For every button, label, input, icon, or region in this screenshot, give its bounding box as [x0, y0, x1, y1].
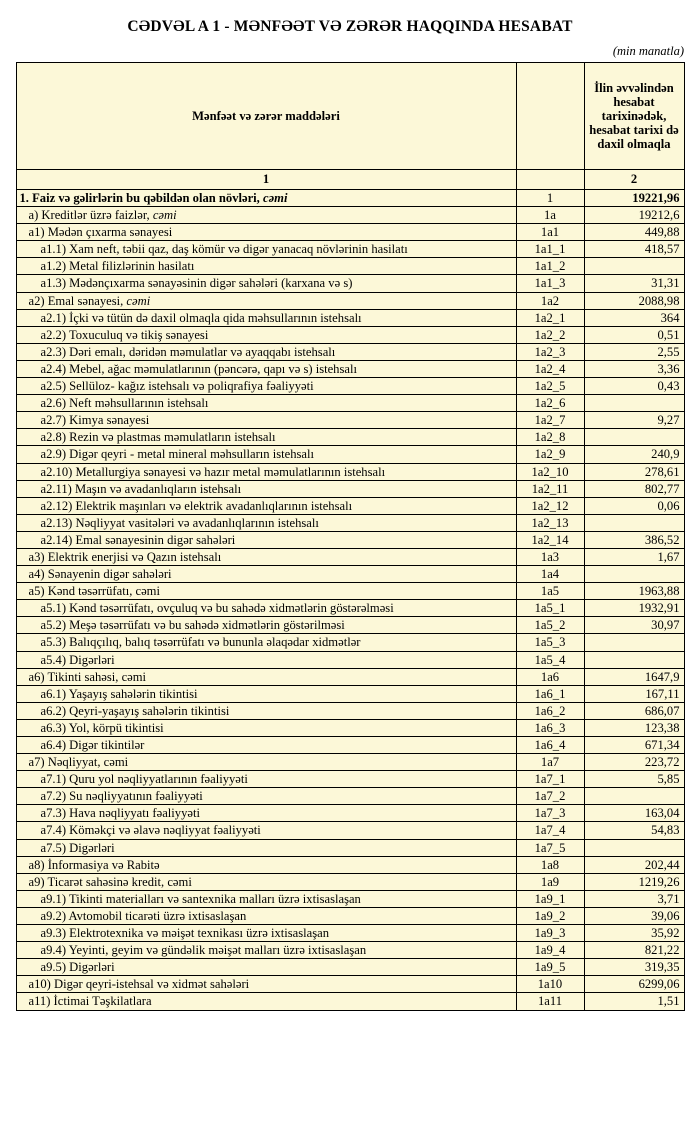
row-code: 1a1 [516, 224, 584, 241]
table-row [16, 993, 684, 1010]
row-code: 1a4 [516, 566, 584, 583]
row-code: 1a6_2 [516, 702, 584, 719]
row-code: 1a7 [516, 754, 584, 771]
row-label: a5.3) Balıqçılıq, balıq təsərrüfatı və bununla əlaqədar xidmətlər [16, 634, 516, 651]
table-row [16, 531, 684, 548]
row-code: 1a2_8 [516, 429, 584, 446]
row-label: a9.5) Digərləri [16, 959, 516, 976]
row-label: a9.2) Avtomobil ticarəti üzrə ixtisaslaşan [16, 907, 516, 924]
row-label: a6.4) Digər tikintilər [16, 737, 516, 754]
row-value: 686,07 [584, 702, 684, 719]
row-value: 30,97 [584, 617, 684, 634]
row-label: a) Kreditlər üzrə faizlər, cəmi [16, 207, 516, 224]
row-code: 1a5_3 [516, 634, 584, 651]
row-label: a2.7) Kimya sənayesi [16, 412, 516, 429]
row-code: 1a1_2 [516, 258, 584, 275]
table-row [16, 378, 684, 395]
table-row [16, 737, 684, 754]
row-label: a5.4) Digərləri [16, 651, 516, 668]
row-code: 1a10 [516, 976, 584, 993]
table-row [16, 873, 684, 890]
row-label-emphasis: cəmi [152, 208, 177, 223]
row-value: 35,92 [584, 925, 684, 942]
row-label: a2.4) Mebel, ağac məmulatlarının (pəncərə, qapı və s) istehsalı [16, 360, 516, 377]
row-code: 1a2_12 [516, 497, 584, 514]
row-value [584, 258, 684, 275]
row-label-emphasis: cəmi [126, 293, 151, 308]
table-row [16, 292, 684, 309]
row-code: 1a2_11 [516, 480, 584, 497]
row-value: 5,85 [584, 771, 684, 788]
row-value: 54,83 [584, 822, 684, 839]
row-code: 1a5_2 [516, 617, 584, 634]
row-code: 1a3 [516, 548, 584, 565]
row-code: 1a7_3 [516, 805, 584, 822]
row-value: 31,31 [584, 275, 684, 292]
row-label: a6.1) Yaşayış sahələrin tikintisi [16, 685, 516, 702]
row-value: 1,67 [584, 548, 684, 565]
row-value: 418,57 [584, 241, 684, 258]
row-code: 1a7_4 [516, 822, 584, 839]
row-value: 1647,9 [584, 668, 684, 685]
table-row [16, 463, 684, 480]
row-value: 163,04 [584, 805, 684, 822]
row-code: 1a2_5 [516, 378, 584, 395]
row-code: 1a2_7 [516, 412, 584, 429]
row-label: a1.3) Mədənçıxarma sənayəsinin digər sahələri (karxana və s) [16, 275, 516, 292]
table-row [16, 668, 684, 685]
table-row [16, 275, 684, 292]
row-value [584, 514, 684, 531]
row-value: 3,71 [584, 890, 684, 907]
row-value: 123,38 [584, 719, 684, 736]
row-value: 1932,91 [584, 600, 684, 617]
table-row [16, 241, 684, 258]
row-label: a2) Emal sənayesi, cəmi [16, 292, 516, 309]
table-row [16, 942, 684, 959]
row-label: a2.3) Dəri emalı, dəridən məmulatlar və ayaqqabı istehsalı [16, 343, 516, 360]
row-value: 319,35 [584, 959, 684, 976]
header-number-value: 2 [584, 170, 684, 190]
row-value [584, 566, 684, 583]
table-row [16, 497, 684, 514]
row-label: a5) Kənd təsərrüfatı, cəmi [16, 583, 516, 600]
row-value: 671,34 [584, 737, 684, 754]
row-code: 1a6_3 [516, 719, 584, 736]
row-label: a10) Digər qeyri-istehsal və xidmət sahələri [16, 976, 516, 993]
row-code: 1a2 [516, 292, 584, 309]
row-code: 1a2_1 [516, 309, 584, 326]
table-row [16, 719, 684, 736]
row-label: a2.12) Elektrik maşınları və elektrik avadanlıqlarının istehsalı [16, 497, 516, 514]
row-code: 1a7_2 [516, 788, 584, 805]
row-label: a2.10) Metallurgiya sənayesi və hazır metal məmulatlarının istehsalı [16, 463, 516, 480]
table-row [16, 395, 684, 412]
row-label: a2.13) Nəqliyyat vasitələri və avadanlıqlarının istehsalı [16, 514, 516, 531]
table-row [16, 224, 684, 241]
row-label: a4) Sənayenin digər sahələri [16, 566, 516, 583]
row-label: a7.5) Digərləri [16, 839, 516, 856]
row-code: 1a8 [516, 856, 584, 873]
header-number-code [516, 170, 584, 190]
table-row [16, 634, 684, 651]
table-row [16, 429, 684, 446]
row-value: 19221,96 [584, 190, 684, 207]
table-row [16, 805, 684, 822]
table-row [16, 651, 684, 668]
table-body [16, 190, 684, 1011]
table-row [16, 207, 684, 224]
table-row [16, 360, 684, 377]
row-code: 1a1_1 [516, 241, 584, 258]
table-row [16, 685, 684, 702]
row-value: 364 [584, 309, 684, 326]
table-row [16, 907, 684, 924]
row-value: 3,36 [584, 360, 684, 377]
row-code: 1a6_4 [516, 737, 584, 754]
table-row [16, 190, 684, 207]
row-code: 1a2_9 [516, 446, 584, 463]
table-row [16, 326, 684, 343]
row-value: 2088,98 [584, 292, 684, 309]
row-label: a2.8) Rezin və plastmas məmulatların istehsalı [16, 429, 516, 446]
row-code: 1a9_3 [516, 925, 584, 942]
row-label: a11) İctimai Təşkilatlara [16, 993, 516, 1010]
row-code: 1a6 [516, 668, 584, 685]
row-label: a6) Tikinti sahəsi, cəmi [16, 668, 516, 685]
row-value: 39,06 [584, 907, 684, 924]
row-value: 1219,26 [584, 873, 684, 890]
table-row [16, 258, 684, 275]
row-label: a2.14) Emal sənayesinin digər sahələri [16, 531, 516, 548]
row-value: 0,51 [584, 326, 684, 343]
row-code: 1a9_4 [516, 942, 584, 959]
row-value [584, 788, 684, 805]
row-label: a3) Elektrik enerjisi və Qazın istehsalı [16, 548, 516, 565]
header-code-cell [516, 63, 584, 170]
row-label: a7.3) Hava nəqliyyatı fəaliyyəti [16, 805, 516, 822]
table-row [16, 480, 684, 497]
row-value [584, 634, 684, 651]
row-code: 1a [516, 207, 584, 224]
page-title: CƏDVƏL A 1 - MƏNFƏƏT VƏ ZƏRƏR HAQQINDA HESABAT [127, 18, 573, 35]
row-value [584, 839, 684, 856]
table-row [16, 343, 684, 360]
row-code: 1a6_1 [516, 685, 584, 702]
row-value: 1963,88 [584, 583, 684, 600]
table-row [16, 976, 684, 993]
header-row [16, 63, 684, 170]
table-row [16, 309, 684, 326]
row-label: a2.11) Maşın və avadanlıqların istehsalı [16, 480, 516, 497]
row-value: 240,9 [584, 446, 684, 463]
table-row [16, 617, 684, 634]
profit-loss-table [16, 62, 685, 1011]
row-label: a9.3) Elektrotexnika və məişət texnikası üzrə ixtisaslaşan [16, 925, 516, 942]
row-code: 1a2_4 [516, 360, 584, 377]
row-label: a6.3) Yol, körpü tikintisi [16, 719, 516, 736]
table-row [16, 788, 684, 805]
row-code: 1a2_14 [516, 531, 584, 548]
row-label: a5.2) Meşə təsərrüfatı və bu sahədə xidmətlərin göstərilməsi [16, 617, 516, 634]
row-value: 2,55 [584, 343, 684, 360]
table-row [16, 412, 684, 429]
row-value: 278,61 [584, 463, 684, 480]
row-code: 1a2_6 [516, 395, 584, 412]
row-label: a2.9) Digər qeyri - metal mineral məhsulların istehsalı [16, 446, 516, 463]
table-row [16, 959, 684, 976]
row-code: 1a1_3 [516, 275, 584, 292]
row-label: a1) Mədən çıxarma sənayesi [16, 224, 516, 241]
report-page [0, 18, 700, 1011]
row-label-emphasis: cəmi [262, 191, 288, 205]
row-label: a7) Nəqliyyat, cəmi [16, 754, 516, 771]
row-value [584, 651, 684, 668]
row-label: a2.2) Toxuculuq və tikiş sənayesi [16, 326, 516, 343]
row-code: 1a9_1 [516, 890, 584, 907]
table-row [16, 600, 684, 617]
table-row [16, 583, 684, 600]
row-value: 0,43 [584, 378, 684, 395]
row-code: 1a9_5 [516, 959, 584, 976]
row-label: a1.2) Metal filizlərinin hasilatı [16, 258, 516, 275]
table-row [16, 771, 684, 788]
row-label: a9.4) Yeyinti, geyim və gündəlik məişət malları üzrə ixtisaslaşan [16, 942, 516, 959]
row-label: a9) Ticarət sahəsinə kredit, cəmi [16, 873, 516, 890]
row-value [584, 429, 684, 446]
row-value [584, 395, 684, 412]
row-value: 821,22 [584, 942, 684, 959]
table-row [16, 514, 684, 531]
row-code: 1a2_3 [516, 343, 584, 360]
row-code: 1a9_2 [516, 907, 584, 924]
row-code: 1a5 [516, 583, 584, 600]
row-label: a7.1) Quru yol nəqliyyatlarının fəaliyyəti [16, 771, 516, 788]
header-number-label: 1 [16, 170, 516, 190]
row-label: a9.1) Tikinti materialları və santexnika malları üzrə ixtisaslaşan [16, 890, 516, 907]
row-value: 202,44 [584, 856, 684, 873]
row-value: 223,72 [584, 754, 684, 771]
header-number-row [16, 170, 684, 190]
row-value: 167,11 [584, 685, 684, 702]
row-label: a2.1) İçki və tütün də daxil olmaqla qida məhsullarının istehsalı [16, 309, 516, 326]
row-code: 1 [516, 190, 584, 207]
row-label: a7.4) Köməkçi və əlavə nəqliyyat fəaliyyəti [16, 822, 516, 839]
row-label: a5.1) Kənd təsərrüfatı, ovçuluq və bu sahədə xidmətlərin göstərəlməsi [16, 600, 516, 617]
row-code: 1a2_2 [516, 326, 584, 343]
row-value: 6299,06 [584, 976, 684, 993]
header-value-cell: İlin əvvəlindən hesabat tarixinədək, hesabat tarixi də daxil olmaqla [584, 63, 684, 170]
row-label: a1.1) Xam neft, təbii qaz, daş kömür və digər yanacaq növlərinin hasilatı [16, 241, 516, 258]
row-code: 1a2_13 [516, 514, 584, 531]
table-row [16, 754, 684, 771]
table-row [16, 856, 684, 873]
units-note: (min manatla) [612, 44, 684, 58]
row-label: a8) İnformasiya və Rabitə [16, 856, 516, 873]
row-label: a7.2) Su nəqliyyatının fəaliyyəti [16, 788, 516, 805]
row-code: 1a5_4 [516, 651, 584, 668]
row-value: 1,51 [584, 993, 684, 1010]
row-code: 1a7_1 [516, 771, 584, 788]
row-label: a6.2) Qeyri-yaşayış sahələrin tikintisi [16, 702, 516, 719]
row-value: 802,77 [584, 480, 684, 497]
row-code: 1a11 [516, 993, 584, 1010]
row-value: 9,27 [584, 412, 684, 429]
table-row [16, 702, 684, 719]
table-row [16, 822, 684, 839]
row-value: 449,88 [584, 224, 684, 241]
table-row [16, 890, 684, 907]
row-value: 19212,6 [584, 207, 684, 224]
table-row [16, 446, 684, 463]
table-row [16, 548, 684, 565]
table-header [16, 63, 684, 190]
row-code: 1a9 [516, 873, 584, 890]
table-row [16, 839, 684, 856]
row-code: 1a5_1 [516, 600, 584, 617]
row-code: 1a2_10 [516, 463, 584, 480]
row-value: 386,52 [584, 531, 684, 548]
table-row [16, 925, 684, 942]
table-row [16, 566, 684, 583]
row-label: a2.6) Neft məhsullarının istehsalı [16, 395, 516, 412]
header-label-cell: Mənfəət və zərər maddələri [16, 63, 516, 170]
row-label: a2.5) Sellüloz- kağız istehsalı və poliqrafiya fəaliyyəti [16, 378, 516, 395]
row-label: 1. Faiz və gəlirlərin bu qəbildən olan növləri, cəmi [16, 190, 516, 207]
row-value: 0,06 [584, 497, 684, 514]
row-code: 1a7_5 [516, 839, 584, 856]
